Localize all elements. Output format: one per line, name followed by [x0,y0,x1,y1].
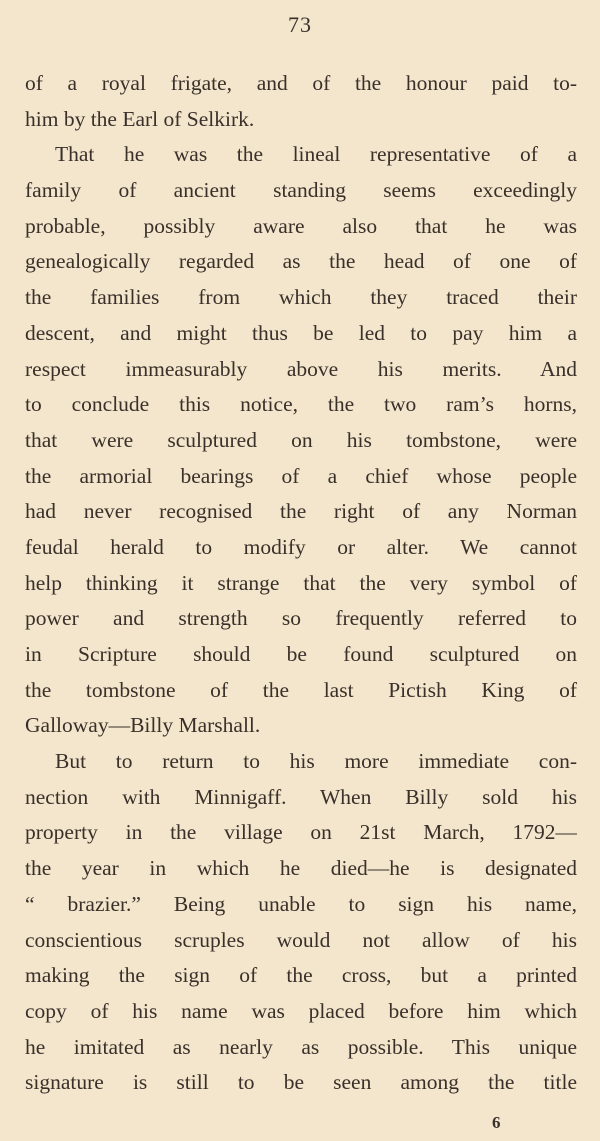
text-line: to conclude this notice, the two ram’s horns, [25,392,577,417]
text-line: nection with Minnigaff. When Billy sold his [25,784,577,809]
text-line: probable, possibly aware also that he was [25,213,577,238]
text-line: in Scripture should be found sculptured on [25,642,577,666]
text-line: That he was the lineal representative of a [55,142,577,167]
text-line: of a royal frigate, and of the honour paid to- [25,71,577,95]
text-line: “ brazier.” Being unable to sign his name, [25,891,577,916]
text-line: descent, and might thus be led to pay him a [25,320,577,345]
text-line: conscientious scruples would not allow of his [25,927,577,952]
text-line: him by the Earl of Selkirk. [25,106,255,131]
text-line: But to return to his more immediate con- [55,749,577,774]
body-text [25,66,577,1101]
text-line: feudal herald to modify or alter. We cannot [25,534,577,559]
text-line: copy of his name was placed before him which [25,998,577,1023]
text-line: he imitated as nearly as possible. This unique [25,1034,577,1059]
text-line: respect immeasurably above his merits. And [25,356,577,381]
text-line: genealogically regarded as the head of one of [25,249,577,274]
text-line: that were sculptured on his tombstone, were [25,427,577,452]
text-line: property in the village on 21st March, 1792— [25,820,577,845]
text-line: had never recognised the right of any Norman [25,499,577,524]
text-line: the armorial bearings of a chief whose people [25,463,577,488]
text-line: help thinking it strange that the very symbol of [25,570,577,595]
text-line: power and strength so frequently referred to [25,606,577,631]
text-line: the year in which he died—he is designated [25,856,577,881]
page-number: 73 [288,12,312,37]
text-line: the tombstone of the last Pictish King of [25,677,577,702]
text-line: Galloway—Billy Marshall. [25,713,261,738]
text-line: signature is still to be seen among the title [25,1070,577,1095]
text-line: the families from which they traced their [25,285,577,310]
printer-signature-mark: 6 [492,1113,501,1132]
text-line: family of ancient standing seems exceedingly [25,178,577,203]
text-line: making the sign of the cross, but a printed [25,963,577,988]
